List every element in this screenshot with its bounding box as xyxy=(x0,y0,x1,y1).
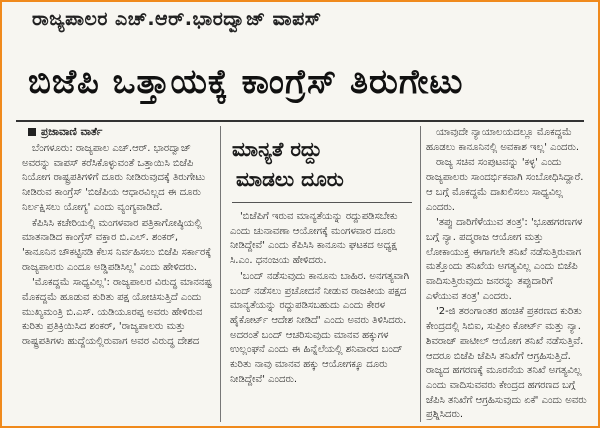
subheadline xyxy=(232,134,412,194)
column-separator xyxy=(420,126,421,422)
paragraph: ರಾಜ್ಯ ಸಚಿವ ಸಂಪುಟವನ್ನು 'ಕಳ್ಳ' ಎಂದು ರಾಜ್ಯಪಾಲರು ಸಾಂದರ್ಭಿಕವಾಗಿ ಸಂಬೋಧಿಸಿದ್ದಾರೆ. ಆ ಬಗ್ಗೆ ಮೊಕದ್ದಮೆ ದಾಖಲಿಸಲು ಸಾಧ್ಯವಿಲ್ಲ ಎಂದರು. xyxy=(426,157,584,213)
byline-text: ಪ್ರಜಾವಾಣಿ ವಾರ್ತೆ xyxy=(41,126,103,138)
byline-bullet-icon xyxy=(28,128,36,136)
headline-divider xyxy=(16,120,584,122)
main-headline: ಬಿಜೆಪಿ ಒತ್ತಾಯಕ್ಕೆ ಕಾಂಗ್ರೆಸ್ ತಿರುಗೇಟು xyxy=(28,62,464,102)
paragraph: '2-ಜಿ ತರಂಗಾಂತರ ಹಂಚಿಕೆ ಪ್ರಕರಣದ ಕುರಿತು ಕೇಂದ್ರದಲ್ಲಿ ಸಿಬಿಐ, ಸುಪ್ರೀಂ ಕೋರ್ಟ್ ಮತ್ತು ನ್ಯಾ. ಶಿವರಾಜ್ ಪಾಟೀಲ್ ಆಯೋಗ ತನಿಖೆ ನಡೆಸುತ್ತಿವೆ. ಆದರೂ ಬಿಜೆಪಿ ಜೆಪಿಸಿ ತನಿಖೆಗೆ ಆಗ್ರಹಿಸುತ್ತಿದೆ. ರಾಜ್ಯದ ಹಗರಣಕ್ಕೆ ಮೂರನೆಯ ತನಿಖೆ ಅಗತ್ಯವಿಲ್ಲ ಎಂದು ವಾದಿಸುವವರು ಕೇಂದ್ರದ ಹಗರಣದ ಬಗ್ಗೆ ಜೆಪಿಸಿ ತನಿಖೆಗೆ ಆಗ್ರಹಿಸುವುದು ಏಕೆ' ಎಂದು ಅವರು ಪ್ರಶ್ನಿಸಿದರು. xyxy=(426,306,587,421)
kicker-headline: ರಾಜ್ಯಪಾಲರ ಎಚ್.ಆರ್.ಭಾರದ್ವಾಜ್ ವಾಪಸ್ xyxy=(32,8,322,30)
subheadline-line-1: ಮಾನ್ಯತೆ ರದ್ದು xyxy=(232,137,323,161)
article-column-1 xyxy=(22,142,214,426)
paragraph: ಬೆಂಗಳೂರು: ರಾಜ್ಯಪಾಲ ಎಚ್.ಆರ್. ಭಾರದ್ವಾಜ್ ಅವರನ್ನು ವಾಪಸ್ ಕರೆಸಿಕೊಳ್ಳುವಂತೆ ಒತ್ತಾಯಿಸಿ ಬಿಜೆಪಿ ನಿಯೋಗ ರಾಷ್ಟ್ರಪತಿಗಳಿಗೆ ದೂರು ನೀಡಿರುವುದಕ್ಕೆ ತಿರುಗೇಟು ನೀಡಿರುವ ಕಾಂಗ್ರೆಸ್ 'ಬಿಜೆಪಿಯ ಆಧಾರವಿಲ್ಲದ ಈ ದೂರು ನಿರ್ಲಕ್ಷಿಸಲು ಯೋಗ್ಯ' ಎಂದು ವ್ಯಂಗ್ಯವಾಡಿದೆ. xyxy=(22,143,206,213)
paragraph: 'ಮೊಕದ್ದಮೆ ಸಾಧ್ಯವಿಲ್ಲ': ರಾಜ್ಯಪಾಲರ ವಿರುದ್ಧ ಮಾನನಷ್ಟ ಮೊಕದ್ದಮೆ ಹೂಡುವ ಕುರಿತು ಪಕ್ಷ ಯೋಚಿಸುತ್ತಿದೆ ಎಂದು ಮುಖ್ಯಮಂತ್ರಿ ಬಿ.ಎಸ್. ಯಡಿಯೂರಪ್ಪ ಅವರು ಹೇಳಿರುವ ಕುರಿತು ಪ್ರತಿಕ್ರಿಯಿಸಿದ ಶಂಕರ್, 'ರಾಜ್ಯಪಾಲರು ಮತ್ತು ರಾಷ್ಟ್ರಪತಿಗಳು ಹುದ್ದೆಯಲ್ಲಿರುವಾಗ ಅವರ ವಿರುದ್ಧ ದೇಶದ xyxy=(22,277,212,348)
subheadline-divider xyxy=(232,202,412,203)
article-column-2 xyxy=(230,210,414,426)
byline xyxy=(28,126,102,139)
paragraph: ಯಾವುದೇ ನ್ಯಾಯಾಲಯದಲ್ಲೂ ಮೊಕದ್ದಮೆ ಹೂಡಲು ಕಾನೂನಿನಲ್ಲಿ ಅವಕಾಶ ಇಲ್ಲ' ಎಂದರು. xyxy=(426,127,580,153)
subheadline-line-2: ಮಾಡಲು ದೂರು xyxy=(236,167,344,191)
paragraph: ಕೆಪಿಸಿಸಿ ಕಚೇರಿಯಲ್ಲಿ ಮಂಗಳವಾರ ಪತ್ರಿಕಾಗೋಷ್ಠಿಯಲ್ಲಿ ಮಾತನಾಡಿದ ಕಾಂಗ್ರೆಸ್ ವಕ್ತಾರ ಬಿ.ಎಲ್. ಶಂಕರ್, 'ಕಾನೂನಿನ ಚೌಕಟ್ಟಿನಡಿ ಕೆಲಸ ನಿರ್ವಹಿಸಲು ಬಿಜೆಪಿ ಸರ್ಕಾರಕ್ಕೆ ರಾಜ್ಯಪಾಲರು ಎಂದೂ ಅಡ್ಡಿಪಡಿಸಿಲ್ಲ' ಎಂದು ಹೇಳಿದರು. xyxy=(22,217,212,273)
article-column-3 xyxy=(426,126,588,426)
paragraph: 'ಬಿಜೆಪಿಗೆ ಇರುವ ಮಾನ್ಯತೆಯನ್ನು ರದ್ದುಪಡಿಸಬೇಕು ಎಂದು ಚುನಾವಣಾ ಆಯೋಗಕ್ಕೆ ಮಂಗಳವಾರ ದೂರು ನೀಡಿದ್ದೇವೆ' ಎಂದು ಕೆಪಿಸಿಸಿ ಕಾನೂನು ಘಟಕದ ಅಧ್ಯಕ್ಷ ಸಿ.ಎಂ. ಧನಂಜಯ ಹೇಳಿದರು. xyxy=(230,211,398,267)
paragraph: 'ತಪ್ಪು ದಾರಿಗೆಳೆಯುವ ತಂತ್ರ': 'ಭೂಹಗರಣಗಳ ಬಗ್ಗೆ ನ್ಯಾ. ಪದ್ಮರಾಜ ಆಯೋಗ ಮತ್ತು ಲೋಕಾಯುಕ್ತ ಈಗಾಗಲೇ ತನಿಖೆ ನಡೆಸುತ್ತಿರುವಾಗ ಮತ್ತೊಂದು ತನಿಖೆಯ ಅಗತ್ಯವಿಲ್ಲ ಎಂದು ಬಿಜೆಪಿ ವಾದಿಸುತ್ತಿರುವುದು ಜನರನ್ನು ತಪ್ಪುದಾರಿಗೆ ಎಳೆಯುವ ತಂತ್ರ' ಎಂದರು. xyxy=(426,217,583,302)
column-separator xyxy=(220,126,221,422)
paragraph: 'ಬಂದ್ ನಡೆಸುವುದು ಕಾನೂನು ಬಾಹಿರ. ಅನಗತ್ಯವಾಗಿ ಬಂದ್ ನಡೆಸಲು ಪ್ರಚೋದನೆ ನೀಡುವ ರಾಜಕೀಯ ಪಕ್ಷದ ಮಾನ್ಯತೆಯನ್ನು ರದ್ದುಪಡಿಸಬಹುದು ಎಂದು ಕೇರಳ ಹೈಕೋರ್ಟ್ ಆದೇಶ ನೀಡಿದೆ' ಎಂದು ಅವರು ತಿಳಿಸಿದರು. ಅದರಂತೆ ಬಂದ್ ಆಚರಿಸುವುದು ಮಾನವ ಹಕ್ಕುಗಳ ಉಲ್ಲಂಘನೆ ಎಂದು ಈ ಹಿನ್ನೆಲೆಯಲ್ಲಿ ಶನಿವಾರದ ಬಂದ್ ಕುರಿತು ನಾವು ಮಾನವ ಹಕ್ಕು ಆಯೋಗಕ್ಕೂ ದೂರು ನೀಡಿದ್ದೇವೆ' ಎಂದರು. xyxy=(230,270,410,385)
